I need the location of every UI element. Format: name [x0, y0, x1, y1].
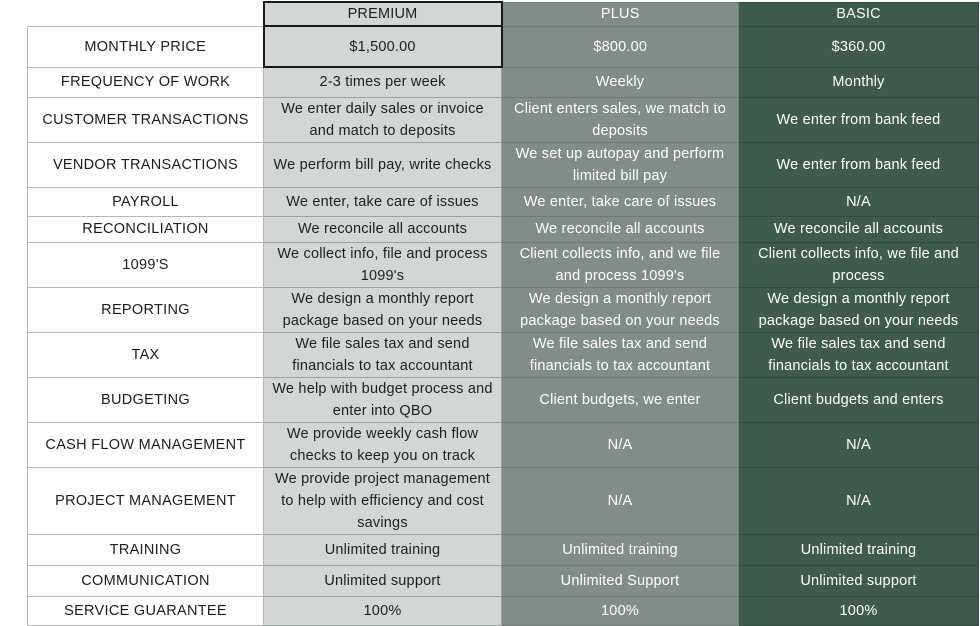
cell-premium: We provide weekly cash flow checks to keep you on track	[264, 422, 502, 467]
row-label: 1099'S	[28, 242, 264, 287]
table-row	[28, 142, 979, 187]
header-corner	[28, 2, 264, 26]
cell-basic: We reconcile all accounts	[739, 216, 979, 242]
cell-premium: We design a monthly report package based on your needs	[264, 287, 502, 332]
row-label: CASH FLOW MANAGEMENT	[28, 422, 264, 467]
cell-plus: N/A	[502, 422, 739, 467]
cell-plus: We reconcile all accounts	[502, 216, 739, 242]
table-row	[28, 377, 979, 422]
cell-plus: We set up autopay and perform limited bill pay	[502, 142, 739, 187]
table-row	[28, 187, 979, 216]
cell-basic: We design a monthly report package based on your needs	[739, 287, 979, 332]
cell-plus: Weekly	[502, 67, 739, 97]
table-row	[28, 67, 979, 97]
table-row	[28, 97, 979, 142]
table-row	[28, 332, 979, 377]
table-row	[28, 26, 979, 67]
cell-premium: Unlimited support	[264, 565, 502, 596]
cell-basic: We enter from bank feed	[739, 97, 979, 142]
cell-premium: 100%	[264, 596, 502, 625]
cell-basic: Unlimited support	[739, 565, 979, 596]
cell-basic: 100%	[739, 596, 979, 625]
column-header-basic: BASIC	[739, 2, 979, 26]
cell-premium: 2-3 times per week	[264, 67, 502, 97]
cell-premium: We provide project management to help with efficiency and cost savings	[264, 467, 502, 534]
cell-premium: We collect info, file and process 1099's	[264, 242, 502, 287]
cell-premium: We enter, take care of issues	[264, 187, 502, 216]
cell-premium: We perform bill pay, write checks	[264, 142, 502, 187]
cell-premium: $1,500.00	[264, 26, 502, 67]
table-row	[28, 596, 979, 625]
cell-plus: Client collects info, and we file and process 1099's	[502, 242, 739, 287]
cell-basic: N/A	[739, 422, 979, 467]
pricing-comparison-table	[27, 1, 979, 626]
column-header-plus: PLUS	[502, 2, 739, 26]
table-body	[28, 26, 979, 625]
table-row	[28, 216, 979, 242]
cell-basic: N/A	[739, 467, 979, 534]
row-label: CUSTOMER TRANSACTIONS	[28, 97, 264, 142]
cell-plus: $800.00	[502, 26, 739, 67]
table-row	[28, 242, 979, 287]
row-label: RECONCILIATION	[28, 216, 264, 242]
row-label: MONTHLY PRICE	[28, 26, 264, 67]
cell-plus: We design a monthly report package based on your needs	[502, 287, 739, 332]
table-row	[28, 565, 979, 596]
cell-plus: We enter, take care of issues	[502, 187, 739, 216]
cell-basic: We file sales tax and send financials to tax accountant	[739, 332, 979, 377]
row-label: BUDGETING	[28, 377, 264, 422]
row-label: PAYROLL	[28, 187, 264, 216]
cell-plus: We file sales tax and send financials to tax accountant	[502, 332, 739, 377]
cell-basic: Monthly	[739, 67, 979, 97]
table-row	[28, 287, 979, 332]
cell-premium: We reconcile all accounts	[264, 216, 502, 242]
cell-plus: 100%	[502, 596, 739, 625]
cell-basic: $360.00	[739, 26, 979, 67]
cell-plus: Client enters sales, we match to deposits	[502, 97, 739, 142]
row-label: SERVICE GUARANTEE	[28, 596, 264, 625]
row-label: PROJECT MANAGEMENT	[28, 467, 264, 534]
row-label: TRAINING	[28, 534, 264, 565]
table-row	[28, 467, 979, 534]
cell-basic: Client budgets and enters	[739, 377, 979, 422]
cell-premium: We file sales tax and send financials to tax accountant	[264, 332, 502, 377]
table-row	[28, 422, 979, 467]
row-label: REPORTING	[28, 287, 264, 332]
cell-basic: We enter from bank feed	[739, 142, 979, 187]
table-row	[28, 534, 979, 565]
cell-premium: We help with budget process and enter into QBO	[264, 377, 502, 422]
row-label: TAX	[28, 332, 264, 377]
cell-plus: Client budgets, we enter	[502, 377, 739, 422]
cell-basic: Client collects info, we file and process	[739, 242, 979, 287]
cell-plus: Unlimited training	[502, 534, 739, 565]
row-label: VENDOR TRANSACTIONS	[28, 142, 264, 187]
cell-basic: N/A	[739, 187, 979, 216]
header-row	[28, 2, 979, 26]
cell-premium: Unlimited training	[264, 534, 502, 565]
cell-premium: We enter daily sales or invoice and match to deposits	[264, 97, 502, 142]
cell-plus: N/A	[502, 467, 739, 534]
column-header-premium: PREMIUM	[264, 2, 502, 26]
row-label: FREQUENCY OF WORK	[28, 67, 264, 97]
cell-plus: Unlimited Support	[502, 565, 739, 596]
cell-basic: Unlimited training	[739, 534, 979, 565]
row-label: COMMUNICATION	[28, 565, 264, 596]
